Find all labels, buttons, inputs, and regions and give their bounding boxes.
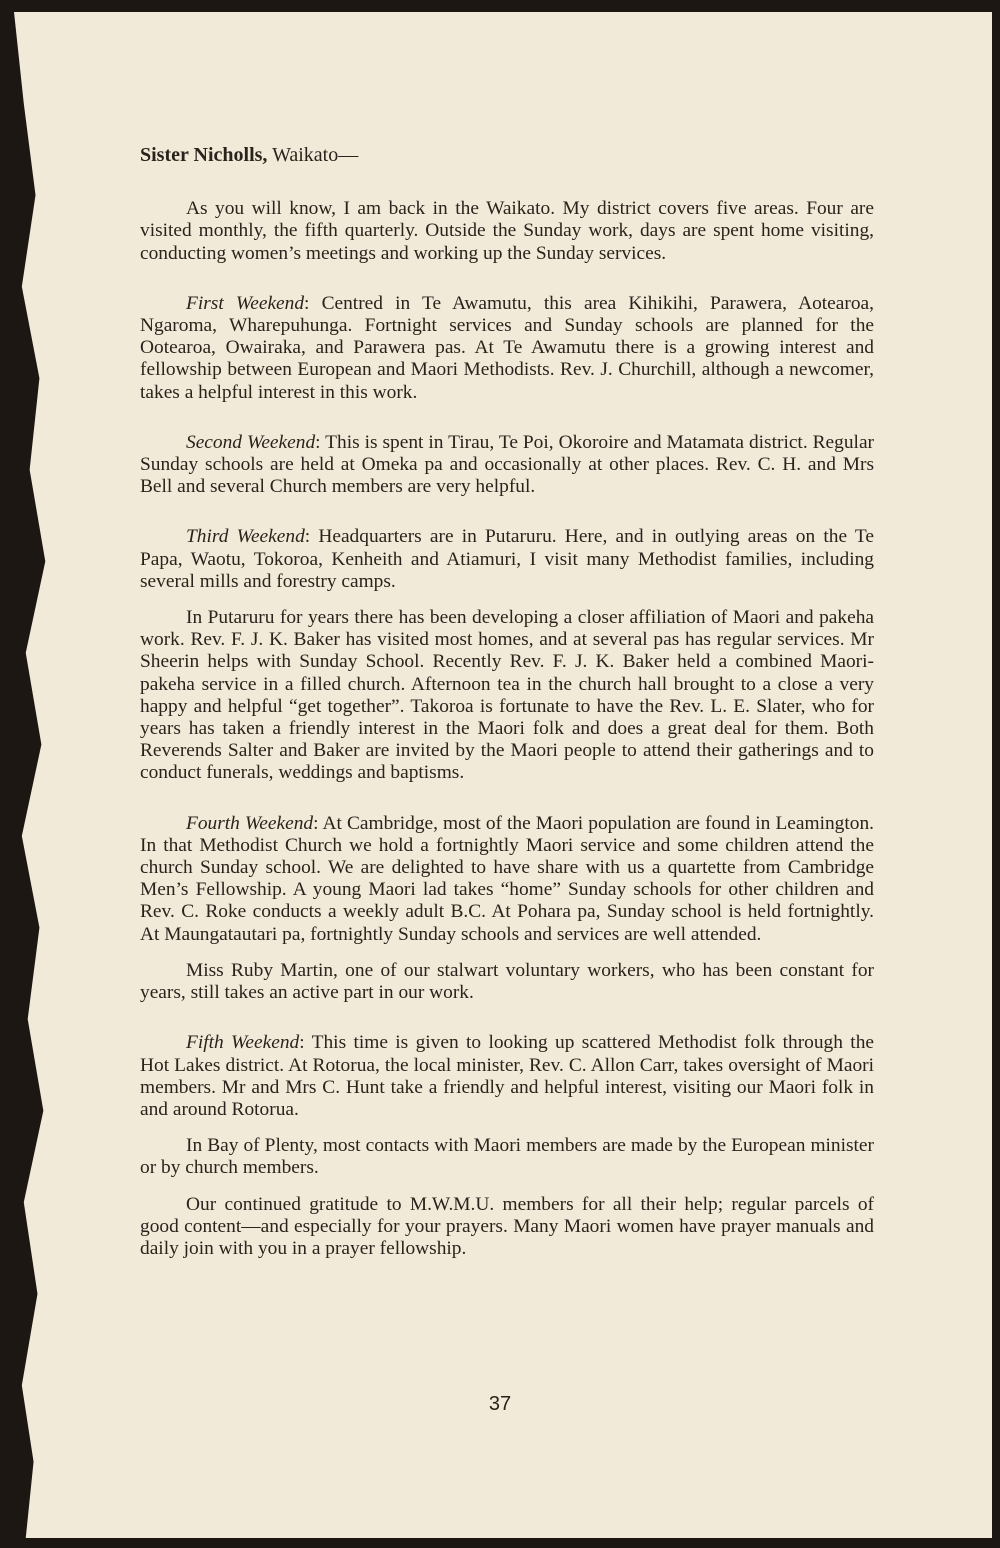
paragraph-putaruru	[140, 607, 874, 785]
heading-place: Waikato—	[272, 144, 359, 166]
paragraph-second-weekend	[140, 432, 874, 499]
paragraph-text: : At Cambridge, most of the Maori population are found in Leamington. In that Methodist Church we hold a fortnightly Maori service and some children attend the church Sunday school. We are delighted to have share with us a quartette from Cambridge Men’s Fellowship. A young Maori lad takes “home” Sunday schools for other children and Rev. C. Roke conducts a weekly adult B.C. At Pohara pa, Sunday school is held fortnightly. At Maungatautari pa, fortnightly Sunday schools and services are well attended.	[140, 812, 874, 945]
paragraph-lead: First Weekend	[186, 292, 305, 314]
paragraph-bay-of-plenty	[140, 1135, 874, 1179]
page-number: 37	[488, 1393, 512, 1415]
paragraph-third-weekend	[140, 526, 874, 593]
paragraph-ruby-martin	[140, 960, 874, 1004]
paragraph-lead: Third Weekend	[186, 526, 305, 548]
paragraph-text: Miss Ruby Martin, one of our stalwart voluntary workers, who has been constant for years, still takes an active part in our work.	[140, 959, 874, 1004]
document-body	[140, 144, 874, 1260]
paragraph-text: : Centred in Te Awamutu, this area Kihikihi, Parawera, Aotearoa, Ngaroma, Wharepuhunga. Fortnight services and Sunday schools are planned for the Ootearoa, Owairaka, and Parawera pas. At Te Awamutu there is a growing interest and fellowship between European and Maori Methodists. Rev. J. Churchill, although a newcomer, takes a helpful interest in this work.	[140, 292, 874, 403]
paragraph-text: : This is spent in Tirau, Te Poi, Okoroire and Matamata district. Regular Sunday schools are held at Omeka pa and occasionally at other places. Rev. C. H. and Mrs Bell and several Church members are very helpful.	[140, 431, 875, 498]
paragraph-text: Our continued gratitude to M.W.M.U. members for all their help; regular parcels of good content—and especially for your prayers. Many Maori women have prayer manuals and daily join with you in a prayer fellowship.	[140, 1193, 874, 1259]
paragraph-text: In Putaruru for years there has been developing a closer affiliation of Maori and pakeha work. Rev. F. J. K. Baker has visited most homes, and at several pas has regular services. Mr Sheerin helps with Sunday School. Recently Rev. F. J. K. Baker held a combined Maori-pakeha service in a filled church. Afternoon tea in the church hall brought to a close a very happy and helpful “get together”. Takoroa is fortunate to have the Rev. L. E. Slater, who for years has taken a friendly interest in the Maori folk and does a great deal for them. Both Reverends Salter and Baker are invited by the Maori people to attend their gatherings and to conduct funerals, weddings and baptisms.	[140, 607, 874, 784]
paragraph-lead: Fifth Weekend	[186, 1032, 300, 1054]
paragraph-lead: Fourth Weekend	[186, 812, 314, 834]
paragraph-fourth-weekend	[140, 813, 874, 946]
paragraph-text: As you will know, I am back in the Waikato. My district covers five areas. Four are visited monthly, the fifth quarterly. Outside the Sunday work, days are spent home visiting, conducting women’s meetings and working up the Sunday services.	[140, 198, 874, 264]
paragraph-lead: Second Weekend	[186, 431, 316, 453]
paragraph-text: : Headquarters are in Putaruru. Here, and in outlying areas on the Te Papa, Waotu, Tokoroa, Kenheith and Atiamuri, I visit many Methodist families, including several mills and forestry camps.	[140, 526, 874, 592]
paragraph-fifth-weekend	[140, 1032, 874, 1121]
paragraph-intro	[140, 198, 874, 265]
paragraph-gratitude	[140, 1194, 874, 1261]
section-heading	[140, 144, 874, 166]
paragraph-text: In Bay of Plenty, most contacts with Maori members are made by the European minister or by church members.	[140, 1135, 874, 1179]
paragraph-first-weekend	[140, 293, 874, 404]
heading-name: Sister Nicholls,	[140, 144, 268, 166]
paragraph-text: : This time is given to looking up scattered Methodist folk through the Hot Lakes district. At Rotorua, the local minister, Rev. C. Allon Carr, takes oversight of Maori members. Mr and Mrs C. Hunt take a friendly and helpful interest, visiting our Maori folk in and around Rotorua.	[140, 1032, 874, 1120]
